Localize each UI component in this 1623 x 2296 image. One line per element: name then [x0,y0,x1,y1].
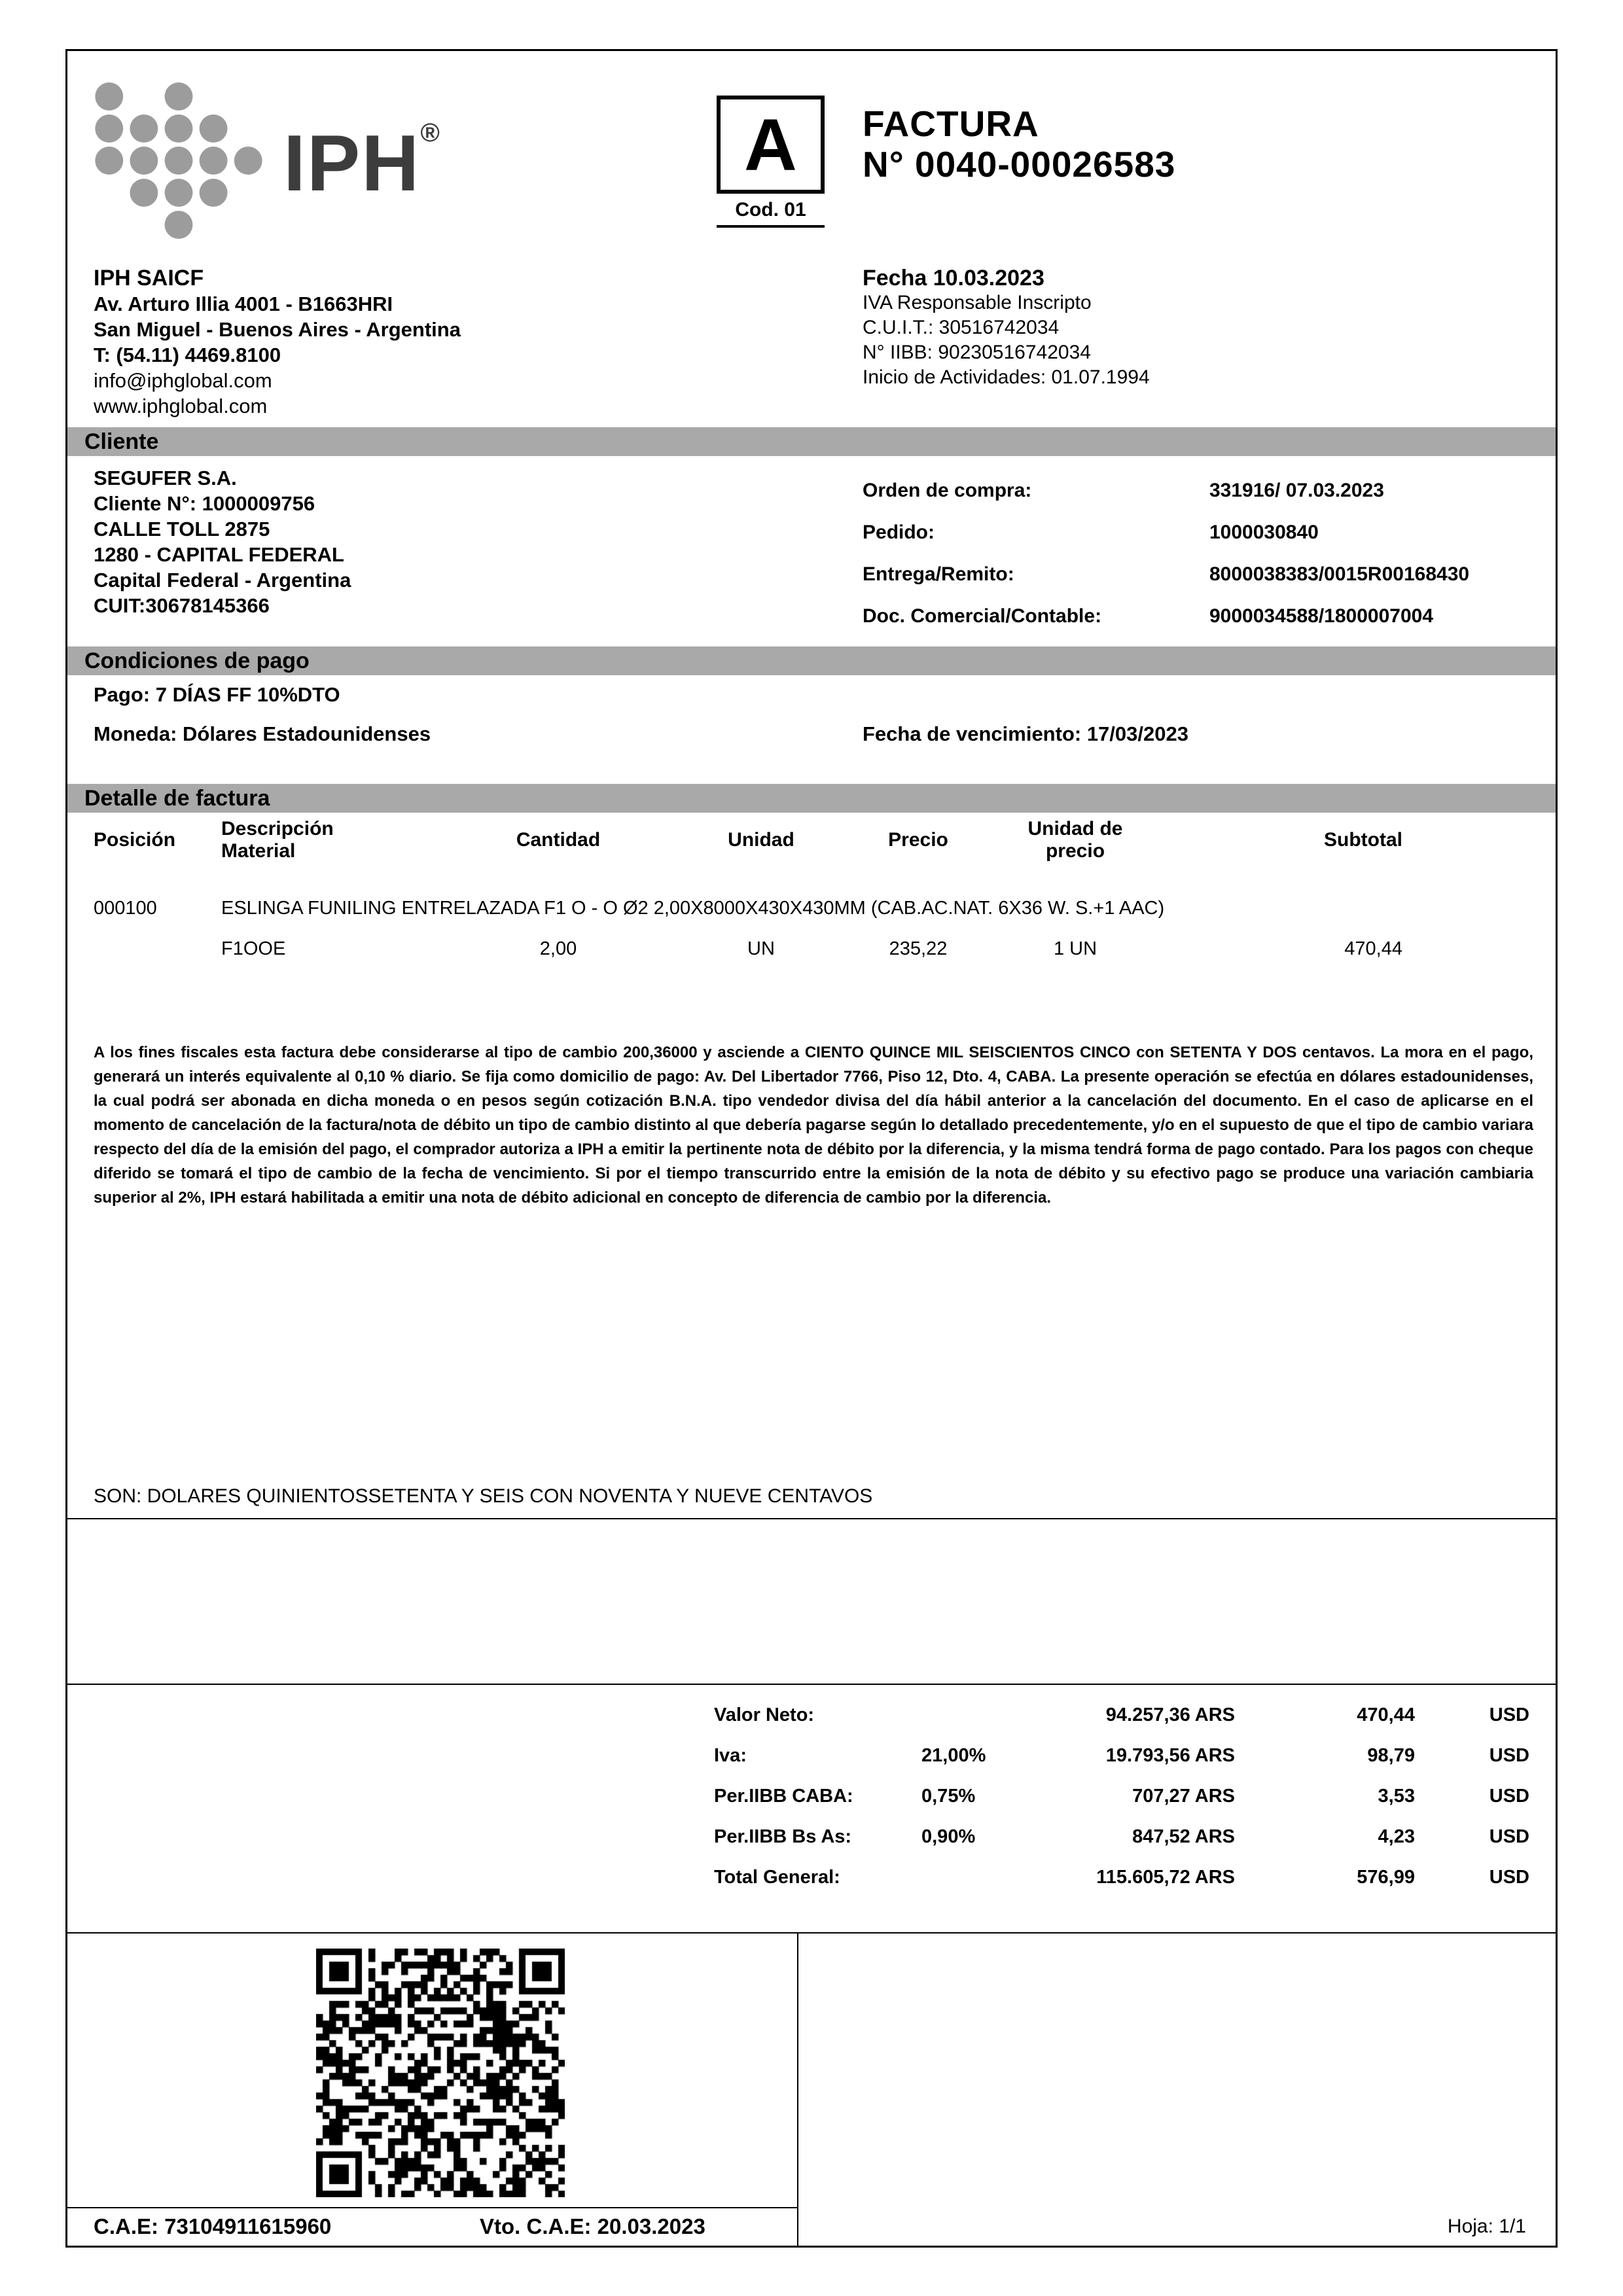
client-name: SEGUFER S.A. [94,467,237,489]
total-label: Valor Neto: [714,1704,815,1725]
issuer-cuit: C.U.I.T.: 30516742034 [863,317,1060,338]
section-bar-condiciones [67,646,1556,675]
order-field-row [863,605,1543,633]
item-price-unit: 1 UN [1053,938,1097,959]
order-field-label: Orden de compra: [863,480,1032,501]
totals-row-valor-neto [67,1695,1556,1735]
item-subtotal: 470,44 [1344,938,1402,959]
total-currency: USD [1489,1826,1529,1847]
section-bar-cliente-label: Cliente [84,429,159,454]
page-number: Hoja: 1/1 [1447,2216,1526,2237]
total-currency: USD [1489,1745,1529,1766]
document-type: FACTURA [863,103,1039,144]
column-header-unidad-de-precio: Unidad de precio [1027,818,1123,862]
payment-terms: Pago: 7 DÍAS FF 10%DTO [94,683,340,706]
iph-logo-dots-icon [94,82,264,239]
amount-in-words: SON: DOLARES QUINIENTOSSETENTA Y SEIS CON NOVENTA Y NUEVE CENTAVOS [94,1485,873,1507]
invoice-type-letter: A [717,96,825,194]
iph-logo-word: IPH [283,118,421,207]
cae-due-date: Vto. C.A.E: 20.03.2023 [480,2214,705,2238]
order-field-label: Doc. Comercial/Contable: [863,605,1102,627]
order-field-label: Pedido: [863,521,935,543]
client-address-line3: Capital Federal - Argentina [94,569,351,592]
total-currency: USD [1489,1867,1529,1888]
section-bar-condiciones-label: Condiciones de pago [84,648,310,673]
iph-logo [94,82,440,239]
total-usd: 576,99 [1357,1867,1415,1888]
item-quantity: 2,00 [539,938,577,959]
total-usd: 3,53 [1378,1786,1415,1807]
table-row [67,895,1556,921]
divider [797,1932,798,2246]
order-field-value: 1000030840 [1209,521,1319,543]
total-ars: 19.793,56 ARS [1105,1745,1235,1766]
client-address-line2: 1280 - CAPITAL FEDERAL [94,543,344,566]
totals-row-periibb-caba [67,1776,1556,1816]
total-label: Per.IIBB Bs As: [714,1826,852,1847]
order-field-row [863,521,1543,549]
total-label: Total General: [714,1867,840,1888]
total-ars: 94.257,36 ARS [1105,1704,1235,1725]
order-field-value: 331916/ 07.03.2023 [1209,480,1384,501]
issuer-phone: T: (54.11) 4469.8100 [94,344,281,366]
divider [67,1932,1556,1934]
issuer-address-line1: Av. Arturo Illia 4001 - B1663HRI [94,292,393,315]
issuer-block [94,266,461,419]
client-block [94,465,351,618]
order-field-value: 9000034588/1800007004 [1209,605,1434,627]
totals-row-iva [67,1735,1556,1776]
client-cuit: CUIT:30678145366 [94,594,270,617]
divider [717,225,825,228]
issuer-email: info@iphglobal.com [94,369,272,392]
section-bar-detalle-label: Detalle de factura [84,786,270,811]
total-percent: 21,00% [921,1745,986,1766]
divider [67,2207,798,2208]
total-percent: 0,75% [921,1786,976,1807]
issuer-address-line2: San Miguel - Buenos Aires - Argentina [94,318,461,341]
total-currency: USD [1489,1786,1529,1807]
table-row [67,936,1556,962]
column-header-unidad: Unidad [728,829,794,851]
invoice-type-box [717,96,825,228]
issuer-iibb: N° IIBB: 90230516742034 [863,342,1091,363]
invoice-frame [65,49,1558,2248]
invoice-type-code: Cod. 01 [735,199,806,221]
total-usd: 98,79 [1367,1745,1415,1766]
legal-fiscal-text: A los fines fiscales esta factura debe considerarse al tipo de cambio 200,36000 y asciende a CIENTO QUINCE MIL SEISCIENTOS CINCO con SETENTA Y DOS centavos. La mora en el pago, generará un interés equivalente al 0,10 % diario. Se fija como domicilio de pago: Av. Del Libertador 7766, Piso 12, Dto. 4, CABA. La presente operación se efectúa en dólares estadounidenses, la cual podrá ser abonada en dicha moneda o en pesos según cotización B.N.A. tipo vendedor divisa del día hábil anterior a la cancelación del documento. En el caso de aplicarse en el momento de cancelación de la factura/nota de débito un tipo de cambio distinto al que debería pagarse según lo detallado precedentemente, y/o en el supuesto de que el tipo de cambio variara respecto del día de la emisión del pago, el comprador autoriza a IPH a emitir la pertinente nota de débito por la diferencia, y la misma tendrá forma de pago contado. Para los pagos con cheque diferido se tomará el tipo de cambio de la fecha de vencimiento. Si por el tiempo transcurrido entre la emisión de la nota de débito y su efectivo pago se produce una variación cambiaria superior al 2%, IPH estará habilitada a emitir una nota de débito adicional en concepto de diferencia de cambio por la diferencia. [94,1044,1533,1207]
iph-logo-text [283,118,440,207]
section-bar-detalle [67,784,1556,813]
section-bar-cliente [67,427,1556,456]
order-field-label: Entrega/Remito: [863,563,1014,585]
totals-row-periibb-bsas [67,1816,1556,1857]
total-ars: 707,27 ARS [1132,1786,1235,1807]
client-address-line1: CALLE TOLL 2875 [94,518,270,540]
order-field-value: 8000038383/0015R00168430 [1209,563,1470,585]
totals-block [67,1695,1556,1898]
divider [67,1684,1556,1685]
totals-row-total-general [67,1857,1556,1898]
order-field-row [863,480,1543,507]
issuer-name: IPH SAICF [94,266,204,291]
cae-number: C.A.E: 73104911615960 [94,2214,332,2238]
total-ars: 847,52 ARS [1132,1826,1235,1847]
document-title [863,103,1175,185]
items-table-header [67,812,1556,868]
total-label: Per.IIBB CABA: [714,1786,853,1807]
activity-start: Inicio de Actividades: 01.07.1994 [863,366,1150,388]
order-field-row [863,563,1543,591]
column-header-cantidad: Cantidad [516,829,601,851]
item-position: 000100 [94,898,157,919]
item-unit: UN [747,938,775,959]
total-label: Iva: [714,1745,747,1766]
total-percent: 0,90% [921,1826,976,1847]
iva-status: IVA Responsable Inscripto [863,292,1092,313]
total-ars: 115.605,72 ARS [1096,1867,1235,1888]
column-header-posicion: Posición [94,829,176,851]
document-number: N° 0040-00026583 [863,144,1176,185]
column-header-precio: Precio [888,829,948,851]
column-header-descripcion: Descripción Material [221,818,334,862]
payment-currency: Moneda: Dólares Estadounidenses [94,722,431,745]
registered-mark-icon: ® [420,118,440,147]
divider [67,1518,1556,1519]
item-description: ESLINGA FUNILING ENTRELAZADA F1 O - O Ø2 2,00X8000X430X430MM (CAB.AC.NAT. 6X36 W. S.+1 AAC) [221,898,1165,919]
item-material-code: F1OOE [221,938,286,959]
total-usd: 470,44 [1357,1704,1415,1725]
due-date: Fecha de vencimiento: 17/03/2023 [863,722,1188,745]
issuer-website: www.iphglobal.com [94,395,268,417]
fiscal-info-block [863,266,1150,390]
total-usd: 4,23 [1378,1826,1415,1847]
column-header-subtotal: Subtotal [1324,829,1402,851]
qr-code [316,1949,565,2197]
invoice-date: Fecha 10.03.2023 [863,266,1044,291]
total-currency: USD [1489,1704,1529,1725]
item-price: 235,22 [889,938,948,959]
client-number: Cliente N°: 1000009756 [94,492,315,515]
